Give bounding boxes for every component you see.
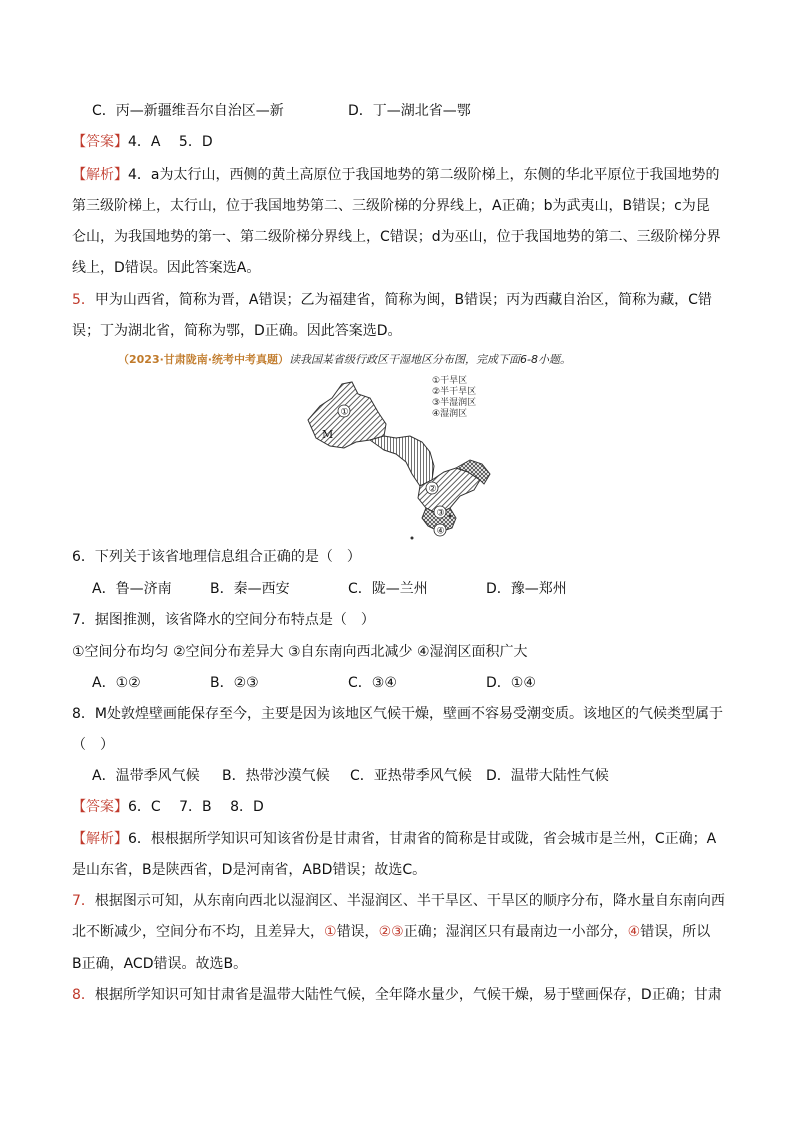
q6-option-d: D．豫—郑州 (486, 581, 567, 597)
analysis-text: 甲为山西省，简称为晋，A错误；乙为福建省，简称为闽，B错误；丙为西藏自治区，简称为藏，C错 (94, 292, 712, 308)
answer-line-2 (72, 797, 264, 817)
analysis-text: 北不断减少，空间分布不均，且差异大， (72, 924, 324, 940)
q7-option-b: B．②③ (210, 675, 259, 691)
analysis-number: 5． (72, 292, 95, 308)
q6-stem: 6．下列关于该省地理信息组合正确的是（ ） (72, 549, 361, 565)
analysis-line-1 (72, 165, 719, 185)
analysis-mark: ① (324, 924, 337, 940)
analysis2-line-3 (72, 891, 725, 911)
q8-stem-line-1: 8．M处敦煌壁画能保存至今，主要是因为该地区气候干燥，壁画不容易受潮变质。该地区的气候类型属于 (72, 706, 723, 722)
analysis2-line-4 (72, 922, 710, 942)
q7-statements: ①空间分布均匀 ②空间分布差异大 ③自东南向西北减少 ④湿润区面积广大 (72, 644, 528, 660)
analysis-text: 6．根根据所学知识可知该省份是甘肃省，甘肃省的简称是甘或陇，省会城市是兰州，C正确；A (128, 831, 717, 847)
answer-tag: 【答案】 (72, 134, 128, 150)
region-semi-arid (370, 436, 434, 486)
analysis-line-5 (72, 290, 712, 310)
question-source (118, 351, 571, 367)
q7-option-a: A．①② (92, 675, 141, 691)
source-text: 读我国某省级行政区干湿地区分布图，完成下面6-8小题。 (288, 353, 571, 366)
q7-option-c: C．③④ (348, 675, 397, 691)
analysis-mark: ②③ (378, 924, 404, 940)
analysis-text: 错误，所以 (640, 924, 711, 940)
analysis2-line-6 (72, 985, 722, 1005)
analysis-line-2: 第三级阶梯上，太行山，位于我国地势第二、三级阶梯的分界线上，A正确；b为武夷山，B错误；c为昆 (72, 198, 710, 214)
analysis-line-4: 线上，D错误。因此答案选A。 (72, 260, 261, 276)
analysis-text: 4．a为太行山，西侧的黄土高原位于我国地势的第二级阶梯上，东侧的华北平原位于我国地势的 (128, 167, 720, 183)
analysis2-line-2: 是山东省，B是陕西省，D是河南省，ABD错误；故选C。 (72, 862, 427, 878)
q6-option-a: A．鲁—济南 (92, 581, 172, 597)
answer-text: 6．C 7．B 8．D (128, 799, 264, 815)
analysis-number: 8． (72, 987, 95, 1003)
q8-option-c: C．亚热带季风气候 (350, 768, 472, 784)
analysis-tag: 【解析】 (72, 167, 128, 183)
q5-option-d: D．丁—湖北省—鄂 (348, 103, 471, 119)
source-label: （2023·甘肃陇南·统考中考真题） (118, 353, 289, 366)
analysis-line-6: 误；丁为湖北省，简称为鄂，D正确。因此答案选D。 (72, 323, 402, 339)
analysis-text: 根据图示可知，从东南向西北以湿润区、半湿润区、半干旱区、干旱区的顺序分布，降水量自东南向西 (94, 893, 725, 909)
analysis-mark: ④ (627, 924, 641, 940)
analysis-number: 7． (72, 893, 95, 909)
q6-option-b: B．秦—西安 (210, 581, 290, 597)
q8-option-d: D．温带大陆性气候 (486, 768, 609, 784)
analysis-text: 正确；湿润区只有最南边一小部分， (403, 924, 628, 940)
analysis-tag: 【解析】 (72, 831, 128, 847)
q8-option-a: A．温带季风气候 (92, 768, 200, 784)
analysis2-line-1 (72, 829, 716, 849)
map-label-1: ① (340, 407, 349, 418)
q8-option-b: B．热带沙漠气候 (222, 768, 330, 784)
answer-text: 4．A 5．D (128, 134, 213, 150)
map-label-4: ④ (436, 526, 445, 537)
answer-tag: 【答案】 (72, 799, 128, 815)
map-label-3: ③ (436, 508, 445, 519)
legend-item: ②半干旱区 (432, 387, 477, 397)
legend-item: ④湿润区 (432, 409, 468, 419)
q6-option-c: C．陇—兰州 (348, 581, 428, 597)
map-label-m: M (322, 428, 334, 441)
map-label-2: ② (428, 484, 437, 495)
analysis-line-3: 仑山，为我国地势的第一、第二级阶梯分界线上，C错误；d为巫山，位于我国地势的第二、三级阶梯分界 (72, 229, 721, 245)
map-dot (449, 515, 451, 517)
analysis2-line-5: B正确，ACD错误。故选B。 (72, 956, 248, 972)
q7-stem: 7．据图推测，该省降水的空间分布特点是（ ） (72, 612, 375, 628)
answer-line-1 (72, 132, 213, 152)
legend-item: ①干旱区 (432, 376, 468, 386)
q7-option-d: D．①④ (486, 675, 536, 691)
analysis-text: 根据所学知识可知甘肃省是温带大陆性气候，全年降水量少，气候干燥，易于壁画保存，D正确；甘肃 (94, 987, 722, 1003)
analysis-text: 错误， (336, 924, 379, 940)
legend-item: ③半湿润区 (432, 398, 477, 408)
q5-option-c: C．丙—新疆维吾尔自治区—新 (92, 103, 284, 119)
map-dot (411, 537, 414, 540)
q8-stem-line-2: （ ） (72, 737, 114, 753)
map-legend (432, 376, 476, 420)
